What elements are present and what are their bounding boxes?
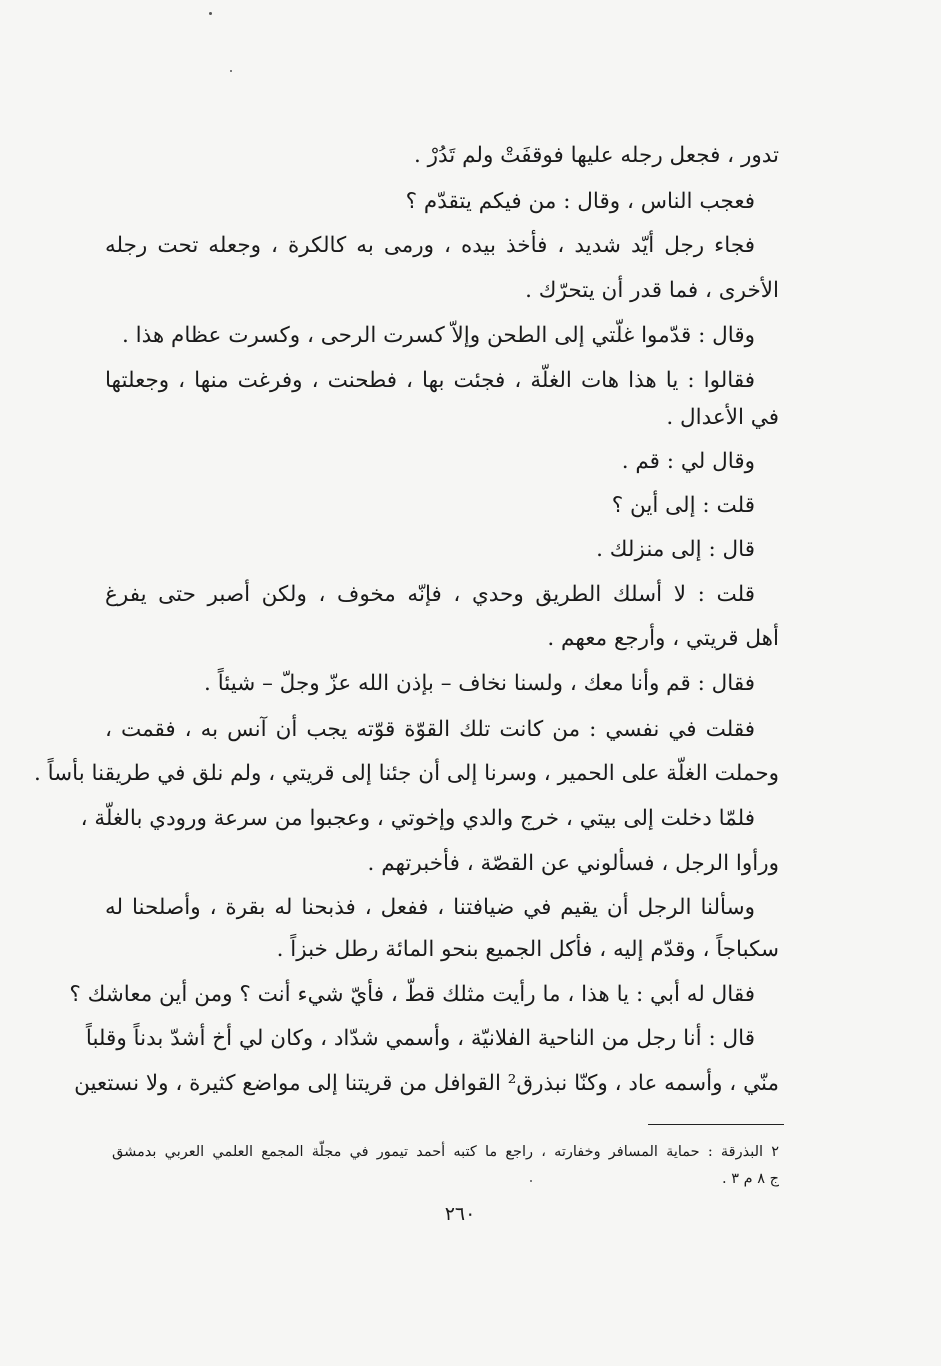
text-line: فلمّا دخلت إلى بيتي ، خرج والدي وإخوتي ، وعجبوا من سرعة ورودي بالغلّة ، [80, 806, 755, 831]
text-line: ورأوا الرجل ، فسألوني عن القصّة ، فأخبرتهم . [367, 851, 779, 876]
text-line: فقلت في نفسي : من كانت تلك القوّة قوّته يجب أن آنس به ، فقمت ، [105, 717, 755, 742]
text-line: سكباجاً ، وقدّم إليه ، فأكل الجميع بنحو المائة رطل خبزاً . [276, 937, 779, 962]
text-line: وسألنا الرجل أن يقيم في ضيافتنا ، ففعل ، فذبحنا له بقرة ، وأصلحنا له [105, 895, 755, 920]
text-line: فقال له أبي : يا هذا ، ما رأيت مثلك قطّ ، فأيّ شيء أنت ؟ ومن أين معاشك ؟ [69, 982, 755, 1007]
text-line: وحملت الغلّة على الحمير ، وسرنا إلى أن جئنا إلى قريتي ، ولم نلق في طريقنا بأساً . [33, 761, 779, 786]
text-line: وقال : قدّموا غلّتي إلى الطحن وإلاّ كسرت الرحى ، وكسرت عظام هذا . [121, 323, 755, 348]
footnote-line: ج ٨ م ٣ . [722, 1171, 779, 1187]
page-number: ٢٦٠ [444, 1203, 476, 1225]
text-line: فجاء رجل أيّد شديد ، فأخذ بيده ، ورمى به كالكرة ، وجعله تحت رجله [105, 233, 755, 258]
text-line: فعجب الناس ، وقال : من فيكم يتقدّم ؟ [405, 189, 755, 214]
text-line: قال : إلى منزلك . [596, 537, 755, 562]
text-line: تدور ، فجعل رجله عليها فوقفَتْ ولم تَدُرْ . [413, 143, 779, 168]
text-line: وقال لي : قم . [621, 449, 755, 474]
text-line: الأخرى ، فما قدر أن يتحرّك . [525, 278, 779, 303]
text-line: في الأعدال . [666, 405, 779, 430]
text-line: فقال : قم وأنا معك ، ولسنا نخاف – بإذن الله عزّ وجلّ – شيئاً . [204, 671, 755, 696]
scan-speck [209, 12, 212, 15]
text-line: قلت : إلى أين ؟ [611, 493, 755, 518]
text-line: قلت : لا أسلك الطريق وحدي ، فإنّه مخوف ، ولكن أصبر حتى يفرغ [105, 582, 755, 607]
text-line: قال : أنا رجل من الناحية الفلانيّة ، وأسمي شدّاد ، وكان لي أخ أشدّ بدناً وقلباً [85, 1026, 755, 1051]
scan-speck [530, 1180, 532, 1182]
text-line: فقالوا : يا هذا هات الغلّة ، فجئت بها ، فطحنت ، وفرغت منها ، وجعلتها [105, 368, 755, 393]
footnote-line: ٢ البذرقة : حماية المسافر وخفارته ، راجع ما كتبه أحمد تيمور في مجلّة المجمع العلمي العربي بدمشق [112, 1144, 779, 1160]
text-line: أهل قريتي ، وأرجع معهم . [547, 626, 779, 651]
scan-speck [230, 70, 232, 72]
footnote-separator [648, 1124, 784, 1125]
text-line: منّي ، وأسمه عاد ، وكنّا نبذرق² القوافل من قريتنا إلى مواضع كثيرة ، ولا نستعين [74, 1071, 779, 1096]
